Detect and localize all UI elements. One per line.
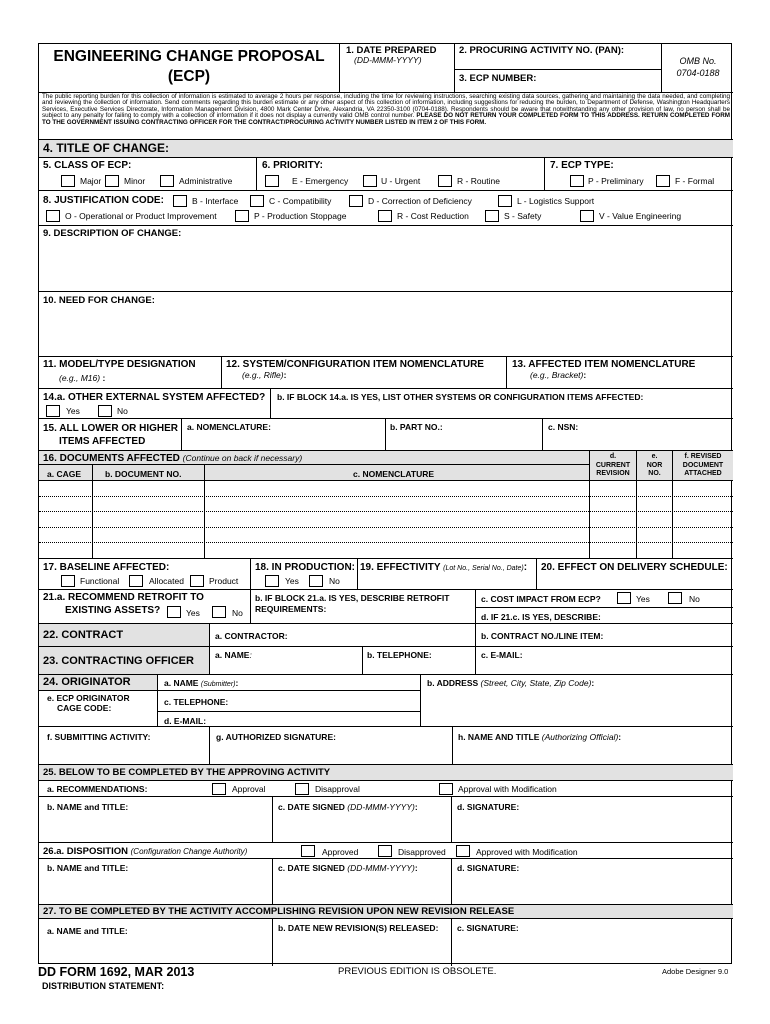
disposition-approved-checkbox[interactable] — [301, 845, 315, 857]
cage-code-label1: e. ECP ORIGINATOR — [47, 693, 130, 703]
co-telephone-cell — [362, 647, 475, 675]
recommend-approval-checkbox[interactable] — [212, 783, 226, 795]
cost-impact-yes-checkbox[interactable] — [617, 592, 631, 604]
production-no-label: No — [329, 576, 340, 586]
originator-email-label: d. E-MAIL: — [164, 716, 207, 726]
accomplishing-sign-row — [39, 918, 733, 965]
retrofit-label2: EXISTING ASSETS? — [65, 605, 161, 616]
originator-address-colon: : — [591, 678, 595, 688]
originator-label-cell — [39, 675, 157, 690]
co-telephone-label: b. TELEPHONE: — [367, 650, 432, 660]
contractor-cell — [209, 624, 475, 647]
approving-date-label-text: c. DATE SIGNED — [278, 802, 345, 812]
justification-row — [39, 190, 733, 225]
cost-describe-cell — [475, 607, 733, 624]
recommend-modification-label: Approval with Modification — [458, 784, 557, 794]
title-of-change-input[interactable] — [157, 142, 729, 156]
ecp-type-preliminary-label: P - Preliminary — [588, 176, 644, 186]
approving-date-label — [278, 802, 418, 812]
recommendations-label: a. RECOMMENDATIONS: — [47, 784, 148, 794]
affected-item-example — [530, 370, 586, 380]
effectivity-cell — [357, 559, 536, 590]
priority-urgent-checkbox[interactable] — [363, 175, 377, 187]
cage-code-cell — [39, 690, 157, 727]
authorizing-name-note: (Authorizing Official) — [541, 732, 619, 742]
contract-label: 22. CONTRACT — [43, 629, 124, 641]
external-no-label: No — [117, 406, 128, 416]
recommendations-row — [39, 780, 733, 796]
originator-telephone-cell — [157, 690, 420, 711]
justification-d-label: D - Correction of Deficiency — [368, 196, 472, 206]
baseline-allocated-label: Allocated — [149, 576, 184, 586]
contract-label-cell — [39, 624, 209, 647]
class-administrative-checkbox[interactable] — [160, 175, 174, 187]
lower-nsn-label: c. NSN: — [548, 422, 579, 432]
retrofit-label1: 21.a. RECOMMEND RETROFIT TO — [43, 592, 204, 603]
production-yes-checkbox[interactable] — [265, 575, 279, 587]
disposition-sign-row — [39, 858, 733, 904]
baseline-product-checkbox[interactable] — [190, 575, 204, 587]
external-label: 14.a. OTHER EXTERNAL SYSTEM AFFECTED? — [43, 392, 266, 403]
retrofit-row — [39, 589, 733, 623]
lower-part-no-cell — [385, 419, 542, 451]
justification-v-label: V - Value Engineering — [599, 211, 682, 221]
documents-col-line-f — [672, 481, 673, 559]
co-email-label: c. E-MAIL: — [481, 650, 523, 660]
documents-col-e3: NO. — [648, 470, 661, 477]
justification-c-label: C - Compatibility — [269, 196, 332, 206]
documents-col-nomen: c. NOMENCLATURE — [353, 469, 435, 479]
contracting-officer-label: 23. CONTRACTING OFFICER — [43, 655, 194, 667]
priority-cell — [256, 158, 544, 191]
model-label: 11. MODEL/TYPE DESIGNATION — [43, 359, 196, 370]
approving-date-cell — [272, 797, 451, 843]
disposition-disapproved-label: Disapproved — [398, 847, 446, 857]
justification-s-label: S - Safety — [504, 211, 542, 221]
accomplishing-title-row — [39, 904, 733, 918]
documents-col-docno-cell — [92, 465, 204, 481]
authorized-signature-label: g. AUTHORIZED SIGNATURE: — [216, 732, 336, 742]
effectivity-note: (Lot No., Serial No., Date) — [443, 565, 524, 572]
cost-impact-yes-label: Yes — [636, 594, 650, 604]
title-of-change-label: 4. TITLE OF CHANGE: — [43, 141, 169, 155]
production-no-checkbox[interactable] — [309, 575, 323, 587]
accomplishing-date-cell — [272, 919, 451, 966]
class-minor-checkbox[interactable] — [105, 175, 119, 187]
disposition-date-label-text: c. DATE SIGNED — [278, 863, 345, 873]
documents-col-line-b — [92, 481, 93, 559]
title-of-change-row — [39, 139, 733, 157]
originator-address-note: (Street, City, State, Zip Code) — [480, 678, 592, 688]
approving-date-format: (DD-MMM-YYYY) — [347, 802, 415, 812]
originator-name-label-text: a. NAME — [164, 678, 199, 688]
justification-v-checkbox[interactable] — [580, 210, 594, 222]
need-label: 10. NEED FOR CHANGE: — [43, 295, 155, 306]
retrofit-b-label2: REQUIREMENTS: — [255, 604, 327, 614]
date-prepared-cell — [339, 44, 454, 92]
documents-row-2[interactable] — [39, 497, 733, 512]
originator-name-note: (Submitter) — [200, 681, 236, 688]
form-page — [38, 43, 732, 964]
disposition-approved-label: Approved — [322, 847, 359, 857]
production-label: 18. IN PRODUCTION: — [255, 562, 356, 573]
documents-note: (Continue on back if necessary) — [182, 453, 303, 463]
originator-name-label — [164, 678, 238, 690]
retrofit-yes-label: Yes — [186, 608, 200, 618]
lower-nsn-cell — [542, 419, 733, 451]
originator-email-cell — [157, 711, 420, 727]
documents-col-line-e — [636, 481, 637, 559]
omb-number: 0704-0188 — [676, 68, 720, 78]
justification-label: 8. JUSTIFICATION CODE: — [43, 195, 164, 206]
ecp-number-cell — [454, 69, 661, 92]
omb-label: OMB No. — [679, 56, 717, 66]
need-input[interactable] — [43, 308, 729, 354]
effectivity-label — [360, 563, 527, 574]
contracting-officer-label-cell — [39, 647, 209, 675]
justification-l-label: L - Logistics Support — [517, 196, 595, 206]
accomplishing-signature-cell — [451, 919, 733, 966]
lower-higher-row — [39, 418, 733, 450]
documents-col-e — [636, 450, 672, 480]
approving-label: 25. BELOW TO BE COMPLETED BY THE APPROVING ACTIVITY — [43, 767, 331, 778]
effectivity-label-text: 19. EFFECTIVITY — [360, 562, 441, 573]
disposition-label-text: 26.a. DISPOSITION — [43, 846, 128, 857]
approving-name-label: b. NAME and TITLE: — [47, 802, 129, 812]
procuring-label: 2. PROCURING ACTIVITY NO. (PAN): — [459, 45, 625, 56]
contracting-officer-row — [39, 646, 733, 674]
ecp-number-label: 3. ECP NUMBER: — [459, 73, 537, 84]
model-example — [59, 373, 105, 383]
production-yes-label: Yes — [285, 576, 299, 586]
disposition-signature-cell — [451, 859, 733, 905]
delivery-cell — [536, 559, 733, 590]
class-minor-label: Minor — [124, 176, 146, 186]
lower-nomenclature-cell — [181, 419, 385, 451]
form-number: DD FORM 1692, MAR 2013 — [38, 965, 195, 979]
justification-o-label: O - Operational or Product Improvement — [65, 211, 217, 221]
cost-impact-no-label: No — [689, 594, 700, 604]
submitting-row — [39, 726, 733, 769]
originator-name-colon: : — [235, 678, 239, 688]
justification-r-label: R - Cost Reduction — [397, 211, 469, 221]
authorizing-name-label — [458, 732, 621, 742]
procuring-cell — [454, 44, 661, 72]
burden-text: The public reporting burden for this collection of information is estimated to average 2 hours per response, including the time for reviewing instructions, searching existing data sources, gathering and maintaining the data needed, and completing and reviewing the collection of information. Send comments regarding this burden estimate or any other aspect of this collection of information, including suggestions for reducing the burden, to Department of Defense, Washington Headquarters Services, Executive Services Directorate, Information Management Division, 4800 Mark Center Drive, Alexandria, VA 22350-3100 (0704-0188). Respondents should be aware that notwithstanding any other provision of law, no person shall be subject to any penalty for failing to comply with a collection of information if it does not display a currently valid OMB control number. — [42, 93, 730, 120]
description-section — [39, 225, 733, 291]
justification-c-checkbox[interactable] — [250, 195, 264, 207]
need-section — [39, 291, 733, 356]
documents-row-3[interactable] — [39, 512, 733, 528]
form-title-line2: (ECP) — [167, 68, 211, 85]
authorizing-name-colon: : — [618, 732, 622, 742]
documents-col-cage: a. CAGE — [47, 469, 82, 479]
disposition-label — [43, 847, 247, 857]
baseline-allocated-checkbox[interactable] — [129, 575, 143, 587]
documents-colheaders — [39, 464, 589, 480]
baseline-functional-label: Functional — [80, 576, 120, 586]
cost-impact-no-checkbox[interactable] — [668, 592, 682, 604]
co-name-label — [215, 650, 252, 660]
justification-b-checkbox[interactable] — [173, 195, 187, 207]
accomplishing-signature-label: c. SIGNATURE: — [457, 923, 519, 933]
model-example-text: (e.g., M16) — [59, 373, 101, 383]
disposition-disapproved-checkbox[interactable] — [378, 845, 392, 857]
originator-telephone-label: c. TELEPHONE: — [164, 697, 229, 707]
originator-section — [39, 674, 733, 726]
recommend-approval-label: Approval — [232, 784, 266, 794]
ecp-type-formal-label: F - Formal — [675, 176, 715, 186]
documents-row-4[interactable] — [39, 528, 733, 543]
contract-no-label: b. CONTRACT NO./LINE ITEM: — [481, 631, 604, 641]
documents-row-1[interactable] — [39, 481, 733, 497]
external-no-checkbox[interactable] — [98, 405, 112, 417]
contract-row — [39, 623, 733, 646]
affected-item-label: 13. AFFECTED ITEM NOMENCLATURE — [512, 359, 696, 370]
date-prepared-input[interactable] — [346, 66, 450, 88]
accomplishing-name-label: a. NAME and TITLE: — [47, 926, 128, 936]
sys-config-cell — [221, 357, 506, 389]
baseline-functional-checkbox[interactable] — [61, 575, 75, 587]
co-name-label-text: a. NAME — [215, 650, 250, 660]
delivery-label: 20. EFFECT ON DELIVERY SCHEDULE: — [541, 562, 728, 573]
approving-date-colon: : — [414, 802, 418, 812]
disposition-note: (Configuration Change Authority) — [130, 847, 248, 856]
documents-col-e2: NOR — [646, 461, 663, 469]
model-colon: : — [102, 373, 106, 383]
ecp-type-cell — [544, 158, 733, 191]
accomplishing-label: 27. TO BE COMPLETED BY THE ACTIVITY ACCOMPLISHING REVISION UPON NEW REVISION RELEASE — [43, 906, 515, 917]
approving-signature-cell — [451, 797, 733, 843]
documents-label — [43, 453, 302, 464]
co-name-colon: : — [249, 650, 252, 660]
form-title — [39, 44, 339, 92]
effectivity-colon: : — [523, 562, 528, 573]
contract-no-cell — [475, 624, 733, 647]
documents-header — [39, 450, 589, 464]
disposition-name-label: b. NAME and TITLE: — [47, 863, 129, 873]
justification-p-label: P - Production Stoppage — [254, 211, 347, 221]
originator-label: 24. ORIGINATOR — [43, 676, 131, 688]
justification-o-checkbox[interactable] — [46, 210, 60, 222]
date-prepared-format: (DD-MMM-YYYY) — [354, 55, 422, 65]
submitting-label: f. SUBMITTING ACTIVITY: — [47, 732, 151, 742]
justification-p-checkbox[interactable] — [235, 210, 249, 222]
documents-col-f1: f. REVISED — [684, 453, 722, 460]
designer-label: Adobe Designer 9.0 — [662, 967, 729, 976]
justification-l-checkbox[interactable] — [498, 195, 512, 207]
priority-routine-label: R - Routine — [457, 176, 500, 186]
form-title-line1: ENGINEERING CHANGE PROPOSAL — [53, 48, 325, 65]
external-yes-checkbox[interactable] — [46, 405, 60, 417]
documents-col-d1: d. — [609, 453, 617, 460]
description-input[interactable] — [43, 241, 729, 289]
priority-emergency-checkbox[interactable] — [265, 175, 279, 187]
external-b-label: b. IF BLOCK 14.a. IS YES, LIST OTHER SYSTEMS OR CONFIGURATION ITEMS AFFECTED: — [277, 392, 644, 402]
lower-part-no-label: b. PART NO.: — [390, 422, 443, 432]
originator-address-label — [427, 678, 594, 688]
documents-col-f3: ATTACHED — [684, 470, 722, 477]
documents-col-docno: b. DOCUMENT NO. — [105, 469, 182, 479]
documents-col-d — [589, 450, 636, 480]
co-name-cell — [209, 647, 362, 675]
retrofit-no-checkbox[interactable] — [212, 606, 226, 618]
documents-col-d2: CURRENT — [595, 461, 631, 469]
disposition-row — [39, 842, 733, 858]
baseline-label: 17. BASELINE AFFECTED: — [43, 562, 170, 573]
cost-impact-cell — [475, 590, 733, 607]
omb-cell — [661, 44, 733, 92]
affected-item-colon: : — [583, 370, 587, 380]
external-yes-label: Yes — [66, 406, 80, 416]
ecp-type-formal-checkbox[interactable] — [656, 175, 670, 187]
baseline-product-label: Product — [209, 576, 239, 586]
co-email-cell — [475, 647, 733, 675]
originator-address-label-text: b. ADDRESS — [427, 678, 479, 688]
obsolete-notice: PREVIOUS EDITION IS OBSOLETE. — [338, 966, 497, 977]
justification-s-checkbox[interactable] — [485, 210, 499, 222]
justification-d-checkbox[interactable] — [349, 195, 363, 207]
approving-sign-row — [39, 796, 733, 842]
ecp-type-preliminary-checkbox[interactable] — [570, 175, 584, 187]
sys-config-colon: : — [283, 370, 287, 380]
priority-emergency-label: E - Emergency — [292, 176, 349, 186]
documents-col-line-d — [589, 481, 590, 559]
class-administrative-label: Administrative — [179, 176, 233, 186]
retrofit-no-label: No — [232, 608, 243, 618]
contractor-label: a. CONTRACTOR: — [215, 631, 288, 641]
description-label: 9. DESCRIPTION OF CHANGE: — [43, 228, 182, 239]
documents-row-5[interactable] — [39, 543, 733, 559]
burden-statement — [39, 92, 733, 139]
retrofit-b-label1: b. IF BLOCK 21.a. IS YES, DESCRIBE RETROFIT — [255, 593, 450, 603]
authorizing-name-label-text: h. NAME AND TITLE — [458, 732, 540, 742]
documents-col-d3: REVISION — [596, 470, 630, 477]
class-major-checkbox[interactable] — [61, 175, 75, 187]
documents-col-nomen-cell — [204, 465, 589, 481]
accomplishing-date-label: b. DATE NEW REVISION(S) RELEASED: — [278, 923, 439, 933]
cost-describe-label: d. IF 21.c. IS YES, DESCRIBE: — [481, 612, 601, 622]
disposition-date-format: (DD-MMM-YYYY) — [347, 863, 415, 873]
approving-title-row — [39, 764, 733, 780]
lower-higher-label1: 15. ALL LOWER OR HIGHER — [43, 423, 179, 434]
sys-config-example — [242, 370, 286, 380]
external-row — [39, 388, 733, 418]
ecp-type-label: 7. ECP TYPE: — [550, 160, 614, 171]
cage-code-label2: CAGE CODE: — [57, 703, 112, 713]
documents-table-body — [39, 480, 733, 558]
documents-col-f — [672, 450, 733, 480]
baseline-row — [39, 558, 733, 589]
originator-address-cell — [420, 675, 733, 727]
date-prepared-label: 1. DATE PREPARED — [346, 45, 437, 56]
recommend-disapproval-checkbox[interactable] — [295, 783, 309, 795]
affected-item-example-text: (e.g., Bracket) — [530, 370, 584, 380]
originator-name-cell — [157, 675, 420, 690]
documents-label-text: 16. DOCUMENTS AFFECTED — [43, 453, 180, 464]
recommend-disapproval-label: Disapproval — [315, 784, 360, 794]
nomenclature-row — [39, 356, 733, 388]
recommend-modification-checkbox[interactable] — [439, 783, 453, 795]
disposition-date-cell — [272, 859, 451, 905]
documents-col-e1: e. — [651, 453, 658, 460]
retrofit-b-cell — [250, 590, 475, 624]
priority-urgent-label: U - Urgent — [381, 176, 421, 186]
priority-label: 6. PRIORITY: — [262, 160, 323, 171]
documents-col-line-c — [204, 481, 205, 559]
lower-higher-label2: ITEMS AFFECTED — [59, 436, 146, 447]
documents-col-f2: DOCUMENT — [682, 461, 724, 469]
external-b-cell — [270, 389, 733, 419]
disposition-modification-checkbox[interactable] — [456, 845, 470, 857]
sys-config-label: 12. SYSTEM/CONFIGURATION ITEM NOMENCLATURE — [226, 359, 484, 370]
class-major-label: Major — [80, 176, 102, 186]
disposition-date-label — [278, 863, 418, 873]
sys-config-example-text: (e.g., Rifle) — [242, 370, 284, 380]
retrofit-yes-checkbox[interactable] — [167, 606, 181, 618]
approving-signature-label: d. SIGNATURE: — [457, 802, 520, 812]
justification-b-label: B - Interface — [192, 196, 239, 206]
disposition-modification-label: Approved with Modification — [476, 847, 578, 857]
priority-routine-checkbox[interactable] — [438, 175, 452, 187]
disposition-signature-label: d. SIGNATURE: — [457, 863, 520, 873]
distribution-statement: DISTRIBUTION STATEMENT: — [42, 981, 165, 991]
production-cell — [250, 559, 357, 590]
affected-item-cell — [506, 357, 733, 389]
class-priority-row — [39, 157, 733, 190]
cost-impact-label: c. COST IMPACT FROM ECP? — [481, 594, 601, 604]
justification-r-checkbox[interactable] — [378, 210, 392, 222]
disposition-date-colon: : — [414, 863, 418, 873]
burden-bold-text: PLEASE DO NOT RETURN YOUR COMPLETED FORM TO THIS ADDRESS. RETURN COMPLETED FORM TO THE GOVERNMENT ISSUING CONTRACTING OFFICER FOR THE CONTRACT/PROCURING ACTIVITY NUMBER LISTED IN ITEM 2 OF THIS FORM. — [42, 112, 730, 126]
class-label: 5. CLASS OF ECP: — [43, 160, 132, 171]
lower-nomenclature-label: a. NOMENCLATURE: — [187, 422, 271, 432]
